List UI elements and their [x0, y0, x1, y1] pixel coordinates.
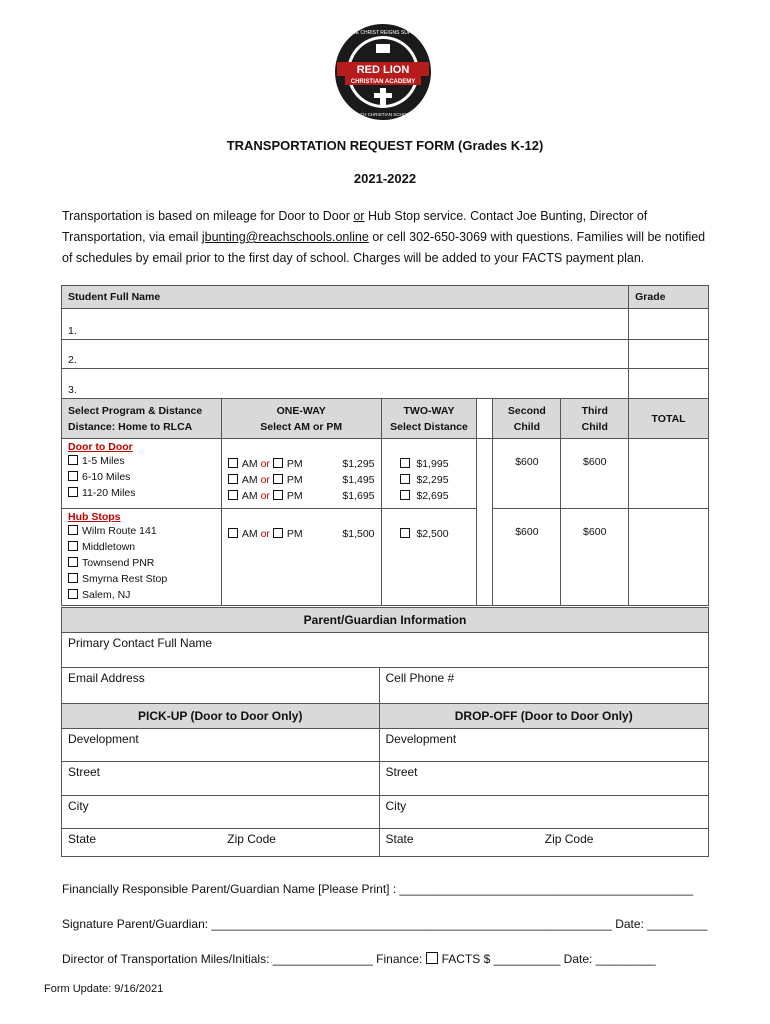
dropoff-development-field[interactable]: Development	[379, 729, 709, 762]
hub-option[interactable]: Townsend PNR	[68, 555, 215, 571]
second-child-header: Second Child	[493, 399, 561, 439]
third-child-header: Third Child	[561, 399, 629, 439]
checkbox-icon[interactable]	[400, 490, 410, 500]
dropoff-header: DROP-OFF (Door to Door Only)	[379, 704, 709, 729]
checkbox-icon[interactable]	[228, 458, 238, 468]
school-logo	[333, 22, 433, 122]
pickup-city-field[interactable]: City	[62, 796, 380, 829]
primary-contact-field[interactable]: Primary Contact Full Name	[62, 633, 709, 668]
checkbox-icon[interactable]	[68, 455, 78, 465]
student-name-header: Student Full Name	[62, 286, 629, 309]
student-name-field-2[interactable]: 2.	[62, 340, 629, 369]
checkbox-icon[interactable]	[68, 471, 78, 481]
checkbox-icon[interactable]	[228, 490, 238, 500]
dropoff-city-field[interactable]: City	[379, 796, 709, 829]
door-twoway-cell: $1,995 $2,295 $2,695	[381, 439, 477, 509]
door-option[interactable]: 6-10 Miles	[68, 469, 215, 485]
hub-option[interactable]: Salem, NJ	[68, 587, 215, 603]
pickup-development-field[interactable]: Development	[62, 729, 380, 762]
hub-option[interactable]: Smyrna Rest Stop	[68, 571, 215, 587]
student-name-field-3[interactable]: 3.	[62, 369, 629, 399]
grade-field-1[interactable]	[629, 309, 709, 340]
checkbox-icon[interactable]	[68, 487, 78, 497]
grade-field-2[interactable]	[629, 340, 709, 369]
pickup-header: PICK-UP (Door to Door Only)	[62, 704, 380, 729]
student-program-table	[61, 285, 709, 606]
checkbox-icon[interactable]	[68, 589, 78, 599]
hub-second-child: $600	[493, 509, 561, 606]
door-option[interactable]: 11-20 Miles	[68, 485, 215, 501]
total-header: TOTAL	[629, 399, 709, 439]
checkbox-icon[interactable]	[68, 541, 78, 551]
checkbox-icon[interactable]	[400, 474, 410, 484]
director-line[interactable]: Director of Transportation Miles/Initials: _______________ Finance: FACTS $ __________ Date: _________	[62, 952, 656, 966]
door-total-field[interactable]	[629, 439, 709, 509]
dropoff-zip-field[interactable]: Zip Code	[539, 829, 709, 857]
school-year: 2021-2022	[353, 171, 417, 186]
pickup-street-field[interactable]: Street	[62, 762, 380, 796]
hub-option[interactable]: Wilm Route 141	[68, 523, 215, 539]
svg-text:CHRISTIAN ACADEMY: CHRISTIAN ACADEMY	[350, 79, 416, 85]
form-title: TRANSPORTATION REQUEST FORM (Grades K-12)	[226, 138, 544, 153]
student-name-field-1[interactable]: 1.	[62, 309, 629, 340]
hub-stops-label: Hub Stops	[68, 511, 121, 523]
grade-header: Grade	[629, 286, 709, 309]
hub-twoway-cell: $2,500	[381, 509, 477, 606]
parent-info-table	[61, 607, 709, 857]
door-third-child: $600	[561, 439, 629, 509]
oneway-header: ONE-WAY Select AM or PM	[221, 399, 381, 439]
checkbox-icon[interactable]	[273, 474, 283, 484]
door-to-door-label: Door to Door	[68, 441, 133, 453]
hub-option[interactable]: Middletown	[68, 539, 215, 555]
checkbox-icon[interactable]	[68, 573, 78, 583]
dropoff-street-field[interactable]: Street	[379, 762, 709, 796]
checkbox-icon[interactable]	[400, 528, 410, 538]
svg-text:RED LION: RED LION	[356, 64, 410, 76]
grade-field-3[interactable]	[629, 369, 709, 399]
responsible-name-line[interactable]: Financially Responsible Parent/Guardian Name [Please Print] : ____________________________________________	[62, 882, 694, 896]
checkbox-icon[interactable]	[273, 458, 283, 468]
program-header: Select Program & Distance Distance: Home to RLCA	[62, 399, 222, 439]
checkbox-icon[interactable]	[68, 557, 78, 567]
door-second-child: $600	[493, 439, 561, 509]
checkbox-icon[interactable]	[228, 474, 238, 484]
pickup-state-field[interactable]: State	[62, 829, 222, 857]
checkbox-icon[interactable]	[273, 490, 283, 500]
parent-info-header: Parent/Guardian Information	[62, 608, 709, 633]
checkbox-icon[interactable]	[68, 525, 78, 535]
email-link[interactable]: jbunting@reachschools.online	[201, 230, 369, 244]
checkbox-icon[interactable]	[228, 528, 238, 538]
door-oneway-cell: AM or PM $1,295 AM or PM $1,495 AM or PM $1,695	[221, 439, 381, 509]
form-update-date: Form Update: 9/16/2021	[44, 983, 164, 995]
signature-line[interactable]: Signature Parent/Guardian: ____________________________________________________________ Date: _________	[62, 917, 708, 931]
door-option[interactable]: 1-5 Miles	[68, 453, 215, 469]
hub-stop-options	[62, 509, 222, 606]
hub-oneway-cell: AM or PM $1,500	[221, 509, 381, 606]
door-to-door-options	[62, 439, 222, 509]
svg-text:WHERE CHRIST REIGNS SUPREME: WHERE CHRIST REIGNS SUPREME	[340, 30, 426, 36]
intro-paragraph: Transportation is based on mileage for Door to Door or Hub Stop service. Contact Joe Bunting, Director of Transportation, via email jbunting@reachschools.online or cell 302-650-3069 with questions. Families will be notified of schedules by email prior to the first day of school. Charges will be added to your FACTS payment plan.	[62, 209, 706, 265]
pickup-zip-field[interactable]: Zip Code	[221, 829, 379, 857]
svg-text:REACH CHRISTIAN SCHOOLS: REACH CHRISTIAN SCHOOLS	[350, 112, 416, 117]
hub-third-child: $600	[561, 509, 629, 606]
checkbox-icon[interactable]	[273, 528, 283, 538]
cell-phone-field[interactable]: Cell Phone #	[379, 668, 709, 704]
email-field[interactable]: Email Address	[62, 668, 380, 704]
dropoff-state-field[interactable]: State	[379, 829, 539, 857]
hub-total-field[interactable]	[629, 509, 709, 606]
checkbox-icon[interactable]	[426, 952, 438, 964]
twoway-header: TWO-WAY Select Distance	[381, 399, 477, 439]
checkbox-icon[interactable]	[400, 458, 410, 468]
